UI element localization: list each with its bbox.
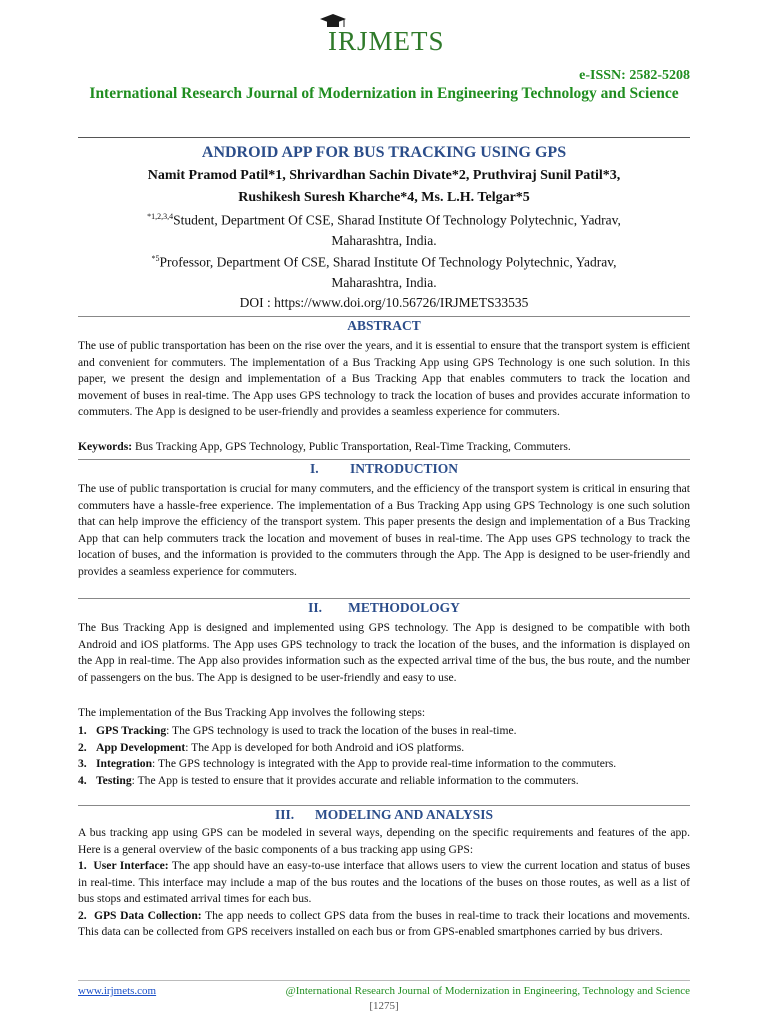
introduction-text: The use of public transportation is crucial for many commuters, and the efficiency of the transport system is critical in ensuring that commuters have a hassle-free experience. The implementation of a Bus Tracking App using GPS Technology is one such solution that can help improve the efficiency of the transport system. This paper presents the design and implementation of a Bus Tracking App that can help commuters track the location and movement of buses in real-time. The App uses GPS technology to track the location of buses, and the information is provided to the commuters through the App. The App is designed to be user-friendly and provides a seamless experience for commuters. <box>78 482 690 578</box>
doi: DOI : https://www.doi.org/10.56726/IRJMETS33535 <box>239 295 529 310</box>
footer-divider <box>78 980 690 981</box>
issn: e-ISSN: 2582-5208 <box>579 68 690 83</box>
keywords <box>78 439 690 455</box>
footer-website-link[interactable]: www.irjmets.com <box>78 985 157 997</box>
methodology-text: The Bus Tracking App is designed and implemented using GPS technology. The App is designed to be compatible with both Android and iOS platforms. The App uses GPS technology to track the location of the buses, and the information is displayed on the App in real-time. The App also provides information such as the expected arrival time of the bus, the bus route, and the number of passengers on the bus. The App is designed to be user-friendly and easy to use. <box>78 621 690 684</box>
introduction-number: I. <box>309 461 319 476</box>
modeling-heading-text: MODELING AND ANALYSIS <box>314 807 494 822</box>
introduction-heading <box>78 459 690 481</box>
header-divider <box>78 137 690 138</box>
abstract-heading-text: ABSTRACT <box>347 318 421 333</box>
keywords-text: Bus Tracking App, GPS Technology, Public Transportation, Real-Time Tracking, Commuters. <box>132 440 571 453</box>
modeling-items <box>78 858 690 941</box>
affiliation-2 <box>0 254 768 271</box>
keywords-label: Keywords: <box>78 440 133 453</box>
journal-name: International Research Journal of Modernization in Engineering Technology and Science <box>89 85 679 102</box>
modeling-number: III. <box>274 807 295 822</box>
modeling-heading <box>78 805 690 827</box>
affiliation-1-sup: *1,2,3,4 <box>147 212 174 221</box>
affiliation-1-line-1: Student, Department Of CSE, Sharad Institute Of Technology Polytechnic, Yadrav, <box>173 212 621 228</box>
page-number: [1275] <box>369 1000 399 1012</box>
modeling-text: A bus tracking app using GPS can be modeled in several ways, depending on the specific requirements and features of the app. Here is a general overview of the basic components of a bus tracking app using GPS: <box>78 826 690 856</box>
affiliation-1 <box>0 212 768 229</box>
list-item: 3. Integration: The GPS technology is integrated with the App to provide real-time information to the commuters. <box>78 757 617 770</box>
methodology-steps-intro: The implementation of the Bus Tracking App involves the following steps: <box>78 706 426 719</box>
authors-line-1: Namit Pramod Patil*1, Shrivardhan Sachin Divate*2, Pruthviraj Sunil Patil*3, <box>147 168 621 183</box>
methodology-heading <box>78 598 690 620</box>
methodology-steps <box>78 723 690 789</box>
list-item: 1. User Interface: The app should have an easy-to-use interface that allows users to view the current location and status of buses in real-time. This interface may include a map of the bus routes and the locations of the buses on those routes, as well as a list of bus stops and estimated arrival times for each bus. <box>78 859 691 905</box>
journal-logo <box>300 14 470 64</box>
methodology-heading-text: METHODOLOGY <box>348 600 460 615</box>
list-item: 2. App Development: The App is developed for both Android and iOS platforms. <box>78 740 465 754</box>
affiliation-1-line-2: Maharashtra, India. <box>331 233 437 248</box>
introduction-heading-text: INTRODUCTION <box>349 461 458 476</box>
footer-journal: @International Research Journal of Modernization in Engineering, Technology and Science <box>285 985 690 997</box>
methodology-number: II. <box>308 600 322 615</box>
list-item: 4. Testing: The App is tested to ensure that it provides accurate and reliable information to the commuters. <box>78 773 579 787</box>
affiliation-2-line-1: Professor, Department Of CSE, Sharad Institute Of Technology Polytechnic, Yadrav, <box>159 254 617 270</box>
affiliation-2-line-2: Maharashtra, India. <box>331 275 437 290</box>
abstract-text: The use of public transportation has been on the rise over the years, and it is essential to ensure that the transport system is efficient and convenient for commuters. The implementation of a Bus Tracking App using GPS Technology is one such solution. In this paper, we present the design and implementation of a Bus Tracking App that enables commuters to track the location and movement of buses in real-time. The App uses GPS technology to track the location of buses and provides accurate information to commuters. The App is designed to be user-friendly and provides a seamless experience for commuters. <box>78 339 690 418</box>
logo-text: IRJMETS <box>328 26 445 56</box>
paper-title: ANDROID APP FOR BUS TRACKING USING GPS <box>201 144 567 161</box>
authors-line-2: Rushikesh Suresh Kharche*4, Ms. L.H. Telgar*5 <box>238 190 530 205</box>
affiliation-2-sup: *5 <box>151 254 160 263</box>
list-item: 1. GPS Tracking: The GPS technology is used to track the location of the buses in real-time. <box>78 724 517 737</box>
list-item: 2. GPS Data Collection: The app needs to collect GPS data from the buses in real-time to track their locations and movements. This data can be collected from GPS receivers installed on each bus or from GPS-enabled smartphones carried by bus drivers. <box>78 908 691 938</box>
abstract-heading <box>78 316 690 338</box>
